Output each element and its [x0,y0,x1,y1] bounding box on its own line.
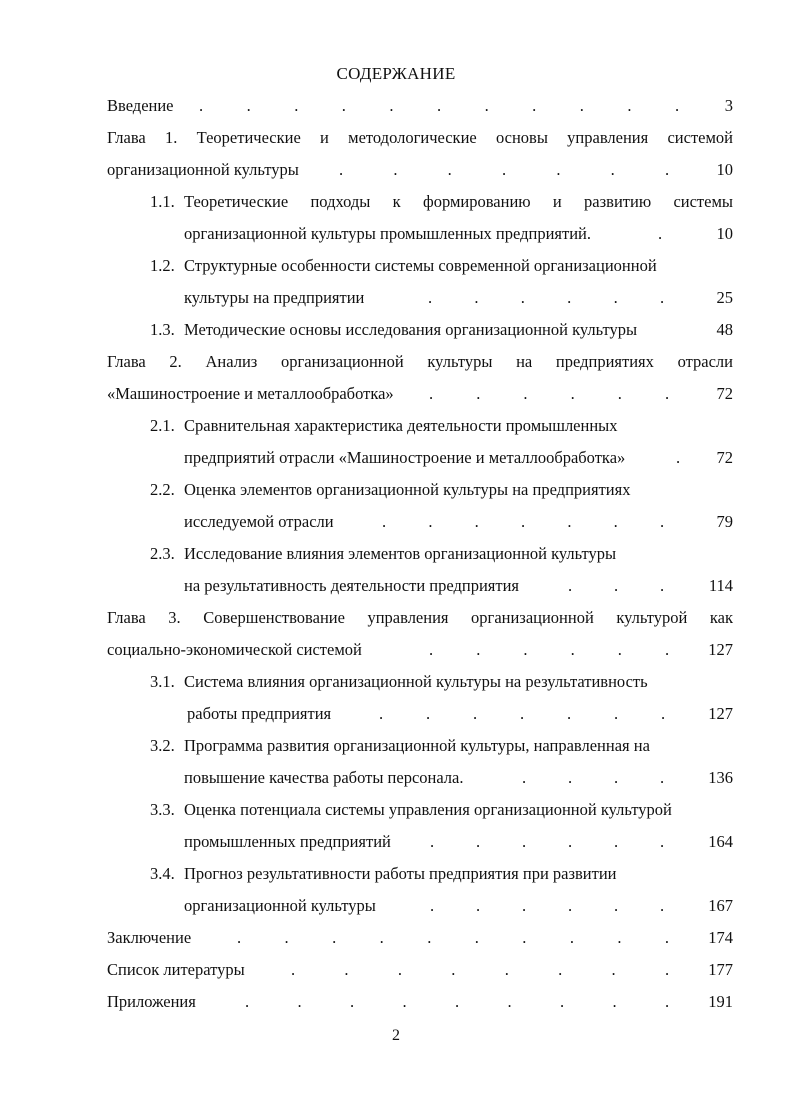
toc-label: Оценка потенциала системы управления организационной культурой [184,800,672,819]
toc-label: Исследование влияния элементов организационной культуры [184,544,617,563]
toc-page: 164 [708,832,733,851]
toc-chapter-2-line1: Глава 2. Анализ организационной культуры на предприятиях отрасли [107,352,733,371]
toc-label: организационной культуры [184,896,376,915]
toc-label: Приложения [107,992,196,1011]
toc-section-number: 3.1. [150,672,175,691]
dot-leader: . . . . . . . [382,512,665,531]
dot-leader: . . . . . . . [379,704,666,723]
toc-label: социально-экономической системой [107,640,362,659]
toc-section-number: 2.1. [150,416,175,435]
dot-leader: . . . . . . . [339,160,670,179]
dot-leader: . . . . . . . . . . [237,928,670,947]
toc-section-number: 3.4. [150,864,175,883]
toc-label: работы предприятия [187,704,332,723]
dot-leader: . . . . [522,768,665,787]
dot-leader: . [658,224,663,243]
toc-page: 48 [716,320,733,339]
toc-label: Введение [107,96,174,115]
dot-leader: . . . . . . . . . . . [199,96,680,115]
toc-page: 72 [716,448,733,467]
dot-leader: . . . . . . . . . [245,992,670,1011]
toc-label: на результативность деятельности предприятия [184,576,519,595]
toc-label: повышение качества работы персонала. [184,768,464,787]
toc-page: 136 [708,768,733,787]
toc-label: Сравнительная характеристика деятельности промышленных [184,416,618,435]
toc-label: Теоретические подходы к формированию и развитию системы [184,192,733,211]
toc-page: 25 [716,288,733,307]
toc-page: 167 [708,896,733,915]
toc-section-number: 2.2. [150,480,175,499]
dot-leader: . . . . . . [430,896,665,915]
dot-leader: . [676,448,681,467]
dot-leader: . . . . . . . . [291,960,670,979]
toc-label: Заключение [107,928,192,947]
toc-label: организационной культуры промышленных предприятий. [184,224,592,243]
toc-section-number: 1.1. [150,192,175,211]
toc-page: 10 [716,224,733,243]
toc-section-number: 3.2. [150,736,175,755]
toc-label: организационной культуры [107,160,299,179]
toc-label: «Машиностроение и металлообработка» [107,384,394,403]
dot-leader: . . . . . . [429,384,670,403]
toc-label: Методические основы исследования организационной культуры [184,320,638,339]
toc-label: Структурные особенности системы современной организационной [184,256,657,275]
toc-chapter-1-line1: Глава 1. Теоретические и методологические основы управления системой [107,128,733,147]
toc-chapter-3-line1: Глава 3. Совершенствование управления организационной культурой как [107,608,733,627]
toc-page: 127 [708,640,733,659]
toc-label: культуры на предприятии [184,288,365,307]
toc-label: Прогноз результативности работы предприятия при развитии [184,864,617,883]
toc-page: 3 [724,96,733,115]
toc-page: 10 [716,160,733,179]
dot-leader: . . . . . . [428,288,665,307]
toc-page: 127 [708,704,733,723]
toc-title: СОДЕРЖАНИЕ [336,64,456,83]
toc-label: Программа развития организационной культуры, направленная на [184,736,650,755]
toc-section-number: 1.2. [150,256,175,275]
toc-label: Список литературы [107,960,245,979]
dot-leader: . . . [568,576,665,595]
dot-leader: . . . . . . [430,832,665,851]
toc-page: 177 [708,960,733,979]
toc-page: 114 [708,576,733,595]
toc-page: 79 [716,512,733,531]
toc-page: 174 [708,928,733,947]
toc-label: Оценка элементов организационной культуры на предприятиях [184,480,631,499]
toc-label: Система влияния организационной культуры на результативность [184,672,648,691]
toc-section-number: 1.3. [150,320,175,339]
toc-page: 72 [716,384,733,403]
toc-label: исследуемой отрасли [184,512,334,531]
toc-label: предприятий отрасли «Машиностроение и металлообработка» [184,448,626,467]
toc-label: промышленных предприятий [184,832,391,851]
toc-section-number: 3.3. [150,800,175,819]
dot-leader: . . . . . . [429,640,670,659]
page-number: 2 [392,1027,400,1044]
toc-page: 191 [708,992,733,1011]
toc-section-number: 2.3. [150,544,175,563]
